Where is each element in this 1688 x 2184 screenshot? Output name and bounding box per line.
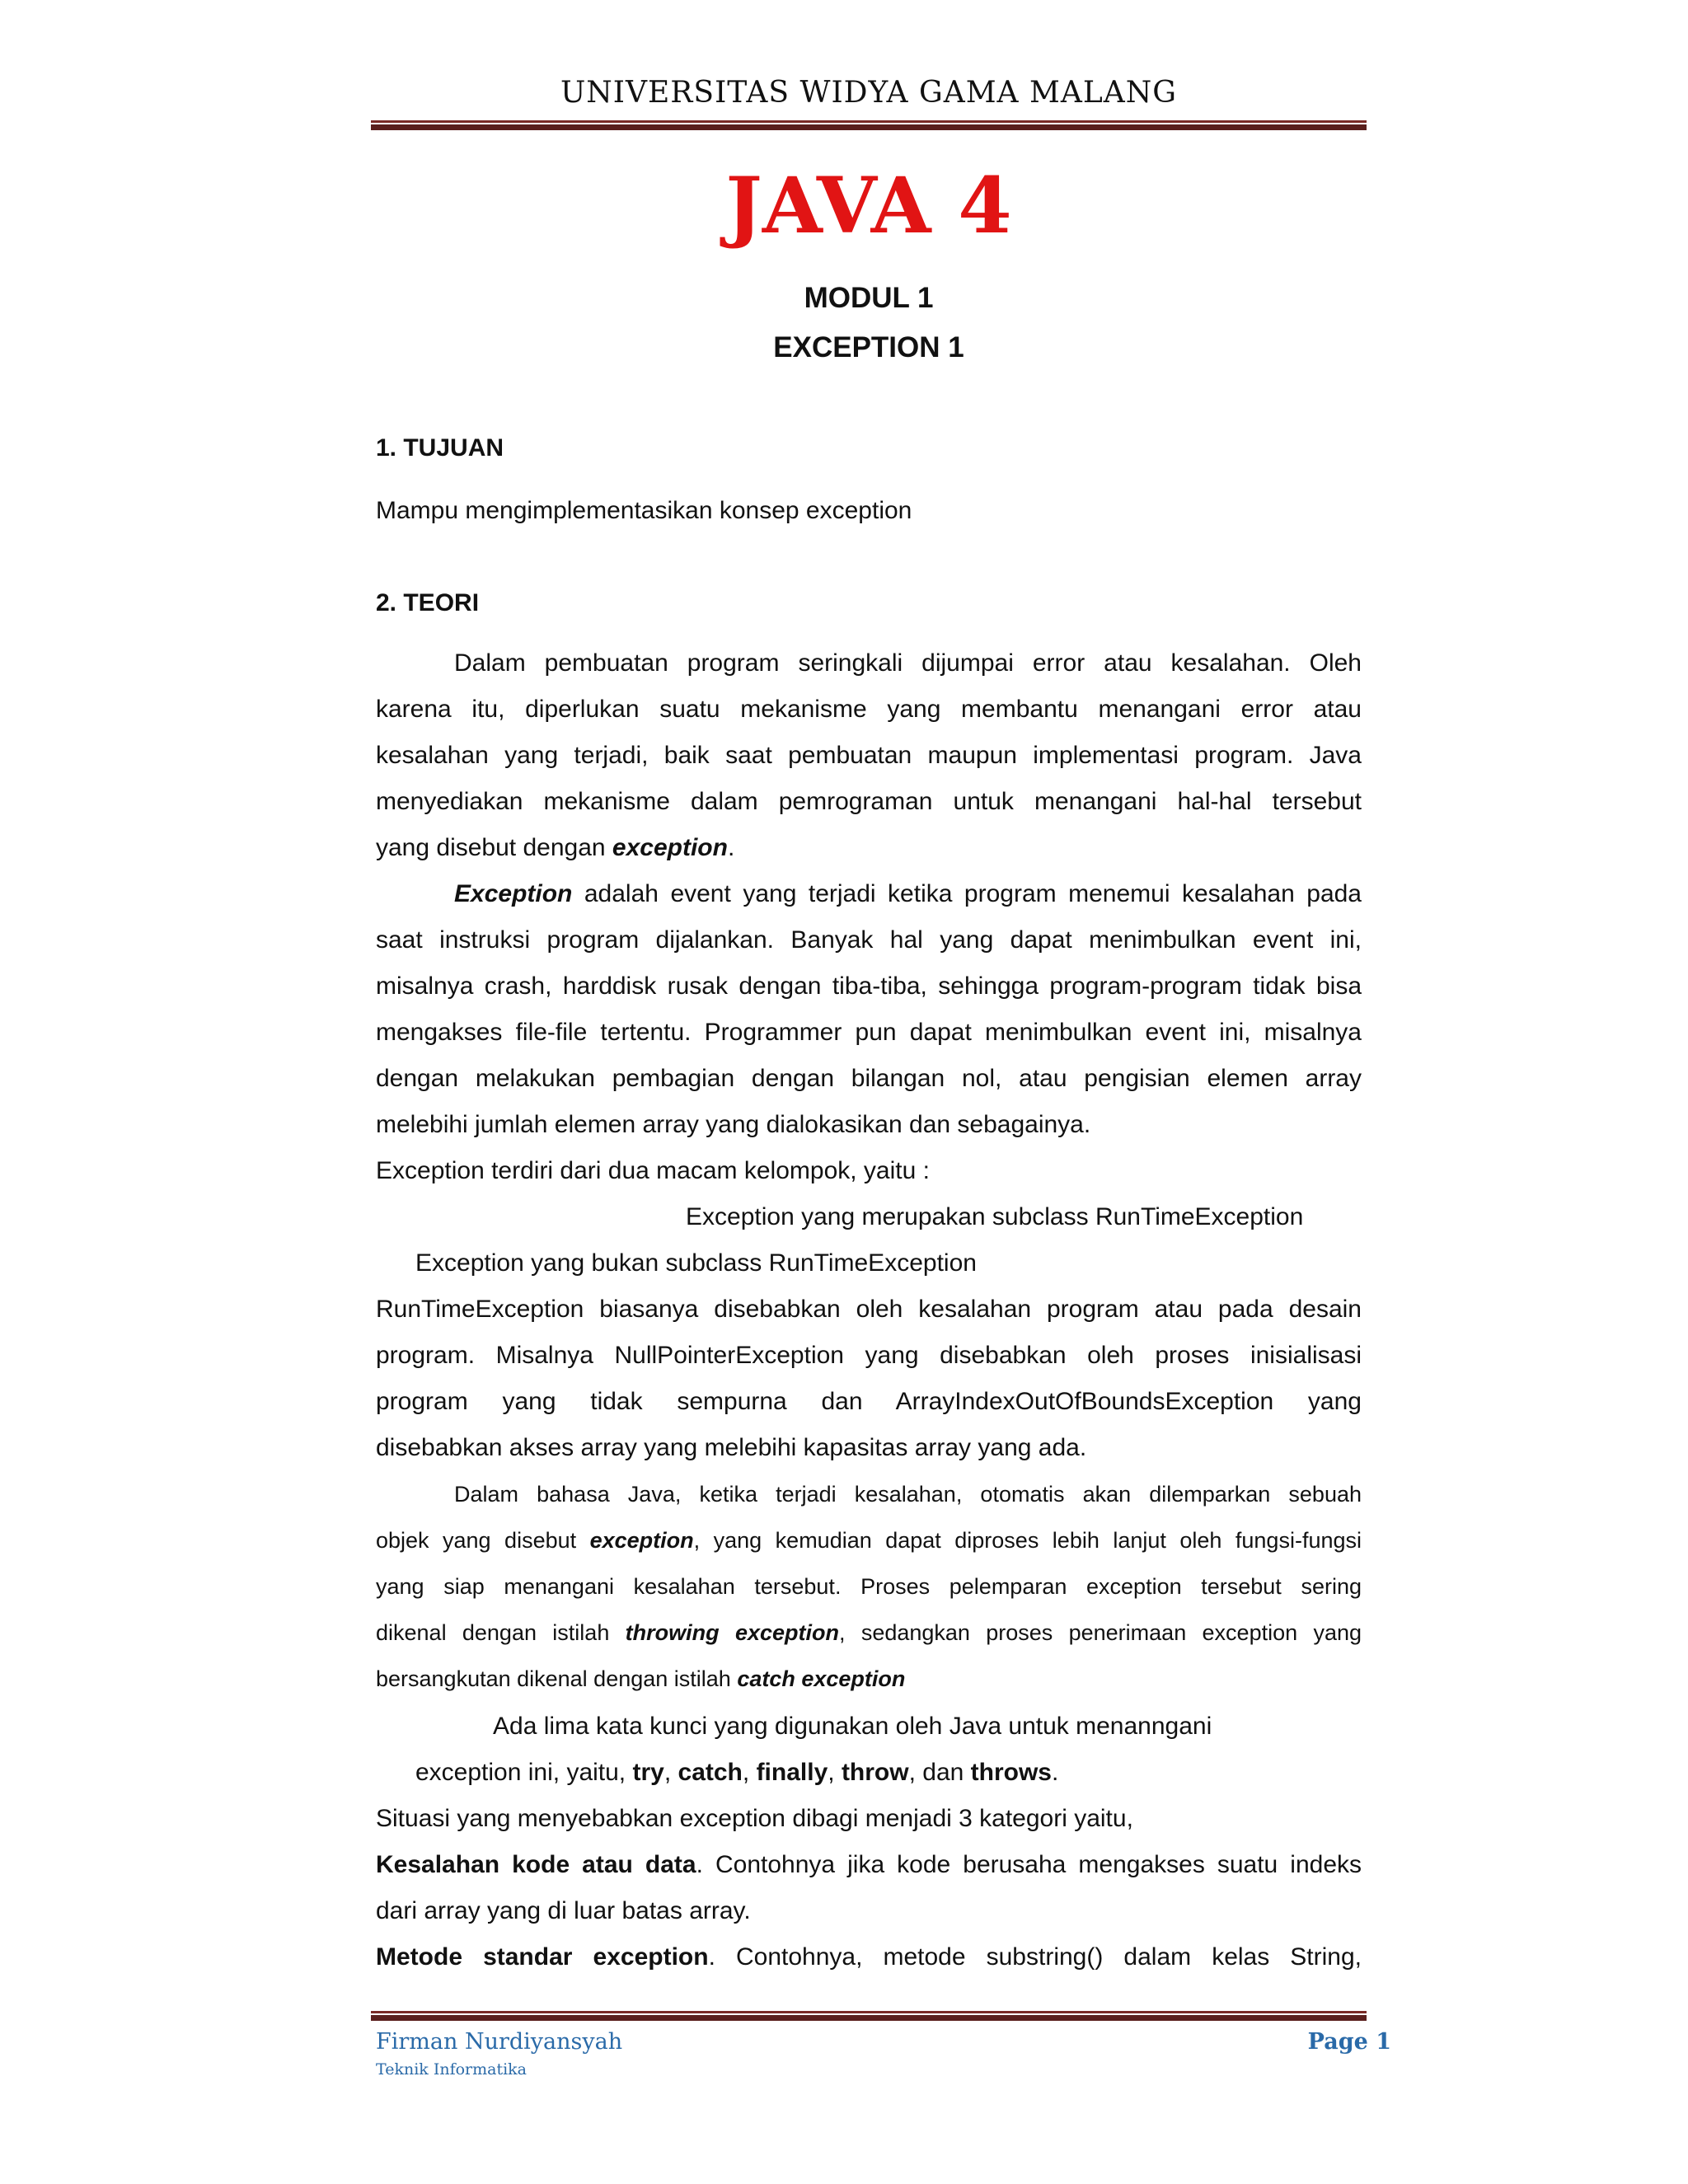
paragraph-line: bersangkutan dikenal dengan istilah catch exception <box>376 1666 906 1691</box>
paragraph-line: yang siap menangani kesalahan tersebut. Proses pelemparan exception tersebut sering <box>376 1574 1362 1599</box>
keyword-catch: catch <box>678 1759 743 1786</box>
paragraph-line: mengakses file-file tertentu. Programmer pun dapat menimbulkan event ini, misalnya <box>376 1019 1362 1046</box>
keyword-try: try <box>632 1759 664 1786</box>
emphasis-exception: Exception <box>454 880 573 907</box>
paragraph-line: Ada lima kata kunci yang digunakan oleh Java untuk menanngani <box>493 1713 1212 1740</box>
keyword-throws: throws <box>970 1759 1052 1786</box>
paragraph-line: objek yang disebut exception, yang kemudian dapat diproses lebih lanjut oleh fungsi-fungsi <box>376 1528 1362 1553</box>
emphasis-exception: exception <box>612 834 728 861</box>
group-item-1: Exception yang merupakan subclass RunTimeException <box>686 1203 1304 1230</box>
page-number: Page 1 <box>1307 2029 1391 2055</box>
paragraph-line: misalnya crash, harddisk rusak dengan tiba-tiba, sehingga program-program tidak bisa <box>376 972 1362 1000</box>
module-subtitle: EXCEPTION 1 <box>773 331 964 363</box>
paragraph-line: dikenal dengan istilah throwing exception, sedangkan proses penerimaan exception yang <box>376 1620 1362 1645</box>
paragraph-line: Exception adalah event yang terjadi ketika program menemui kesalahan pada <box>454 880 1362 907</box>
paragraph-line: melebihi jumlah elemen array yang dialokasikan dan sebagainya. <box>376 1111 1091 1138</box>
footer-author: Firman Nurdiyansyah <box>376 2029 623 2055</box>
emphasis-exception: exception <box>589 1528 694 1553</box>
category-2: Metode standar exception. Contohnya, metode substring() dalam kelas String, <box>376 1943 1362 1971</box>
paragraph-line: menyediakan mekanisme dalam pemrograman untuk menangani hal-hal tersebut <box>376 788 1362 815</box>
paragraph-line: program yang tidak sempurna dan ArrayIndexOutOfBoundsException yang <box>376 1388 1362 1415</box>
modul-label: MODUL 1 <box>804 282 934 314</box>
section-heading-teori: 2. TEORI <box>376 589 480 616</box>
paragraph-line: disebabkan akses array yang melebihi kapasitas array yang ada. <box>376 1434 1087 1461</box>
paragraph-line: dengan melakukan pembagian dengan bilangan nol, atau pengisian elemen array <box>376 1065 1362 1092</box>
paragraph-line: Dalam bahasa Java, ketika terjadi kesalahan, otomatis akan dilemparkan sebuah <box>454 1482 1362 1507</box>
paragraph-line: yang disebut dengan exception. <box>376 834 735 861</box>
category-1: Kesalahan kode atau data. Contohnya jika kode berusaha mengakses suatu indeks <box>376 1851 1362 1878</box>
footer-rule <box>371 2011 1367 2021</box>
document-title: JAVA 4 <box>725 161 1012 251</box>
paragraph-line: program. Misalnya NullPointerException yang disebabkan oleh proses inisialisasi <box>376 1342 1362 1369</box>
keyword-finally: finally <box>756 1759 828 1786</box>
university-header: UNIVERSITAS WIDYA GAMA MALANG <box>560 76 1178 110</box>
groups-intro: Exception terdiri dari dua macam kelompok, yaitu : <box>376 1157 930 1184</box>
section-heading-tujuan: 1. TUJUAN <box>376 434 504 462</box>
group-item-2: Exception yang bukan subclass RunTimeException <box>415 1249 977 1277</box>
keyword-throw: throw <box>841 1759 909 1786</box>
emphasis-throwing-exception: throwing exception <box>625 1620 839 1645</box>
paragraph-line: karena itu, diperlukan suatu mekanisme yang membantu menangani error atau <box>376 696 1362 723</box>
emphasis-catch-exception: catch exception <box>737 1666 906 1691</box>
footer-department: Teknik Informatika <box>376 2060 528 2079</box>
paragraph-line: RunTimeException biasanya disebabkan oleh kesalahan program atau pada desain <box>376 1296 1362 1323</box>
header-rule <box>371 120 1367 130</box>
situasi-line: Situasi yang menyebabkan exception dibagi menjadi 3 kategori yaitu, <box>376 1805 1133 1832</box>
paragraph-line: dari array yang di luar batas array. <box>376 1897 751 1924</box>
paragraph-line: kesalahan yang terjadi, baik saat pembuatan maupun implementasi program. Java <box>376 742 1362 769</box>
paragraph-line: saat instruksi program dijalankan. Banyak hal yang dapat menimbulkan event ini, <box>376 926 1362 954</box>
tujuan-text: Mampu mengimplementasikan konsep exception <box>376 497 912 524</box>
paragraph-line: Dalam pembuatan program seringkali dijumpai error atau kesalahan. Oleh <box>454 649 1362 677</box>
keywords-line: exception ini, yaitu, try, catch, finally, throw, dan throws. <box>415 1759 1059 1786</box>
